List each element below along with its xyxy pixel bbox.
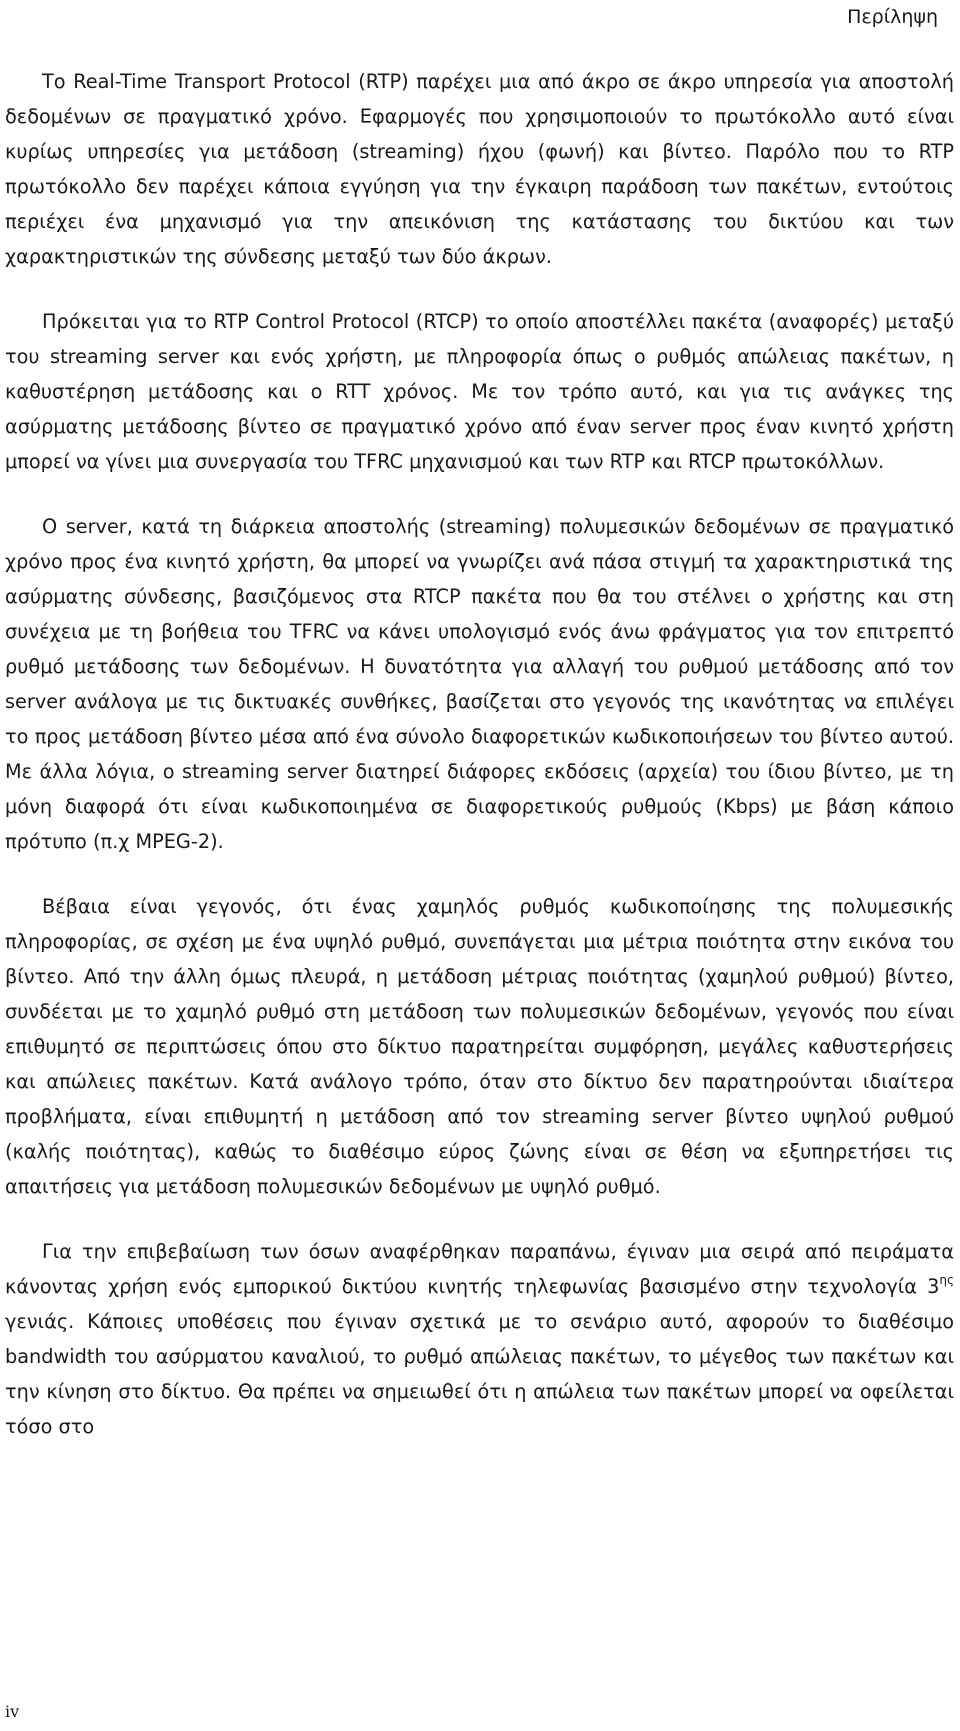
paragraph-experiments bbox=[5, 1234, 954, 1444]
paragraph-experiments-text-end: γενιάς. Κάποιες υποθέσεις που έγιναν σχετικά με το σενάριο αυτό, αφορούν το διαθέσιμο bandwidth του ασύρματου καναλιού, το ρυθμό απώλειας πακέτων, το μέγεθος των πακέτων και την κίνηση στο δίκτυο. Θα πρέπει να σημειωθεί ότι η απώλεια των πακέτων μπορεί να οφείλεται τόσο στο bbox=[5, 1310, 954, 1438]
paragraph-rtp-intro: Το Real-Time Transport Protocol (RTP) παρέχει μια από άκρο σε άκρο υπηρεσία για αποστολή δεδομένων σε πραγματικό χρόνο. Εφαρμογές που χρησιμοποιούν το πρωτόκολλο αυτό είναι κυρίως υπηρεσίες για μετάδοση (streaming) ήχου (φωνή) και βίντεο. Παρόλο που το RTP πρωτόκολλο δεν παρέχει κάποια εγγύηση για την έγκαιρη παράδοση των πακέτων, εντούτοις περιέχει ένα μηχανισμό για την απεικόνιση της κατάστασης του δικτύου και των χαρακτηριστικών της σύνδεσης μεταξύ των δύο άκρων. bbox=[5, 70, 954, 268]
ordinal-superscript: ης bbox=[939, 1273, 954, 1287]
paragraph-server-streaming: Ο server, κατά τη διάρκεια αποστολής (streaming) πολυμεσικών δεδομένων σε πραγματικό χρόνο προς ένα κινητό χρήστη, θα μπορεί να γνωρίζει ανά πάσα στιγμή τα χαρακτηριστικά της ασύρματης σύνδεσης, βασιζόμενος στα RTCP πακέτα που θα του στέλνει ο χρήστης και στη συνέχεια με τη βοήθεια του TFRC να κάνει υπολογισμό ενός άνω φράγματος για τον επιτρεπτό ρυθμό μετάδοσης των δεδομένων. Η δυνατότητα για αλλαγή του ρυθμού μετάδοσης από τον server ανάλογα με τις δικτυακές συνθήκες, βασίζεται στο γεγονός της ικανότητας να επιλέγει το προς μετάδοση βίντεο μέσα από ένα σύνολο διαφορετικών κωδικοποιήσεων του βίντεο αυτού. Με άλλα λόγια, ο streaming server διατηρεί διάφορες εκδόσεις (αρχεία) του ίδιου βίντεο, με τη μόνη διαφορά ότι είναι κωδικοποιημένα σε διαφορετικούς ρυθμούς (Kbps) με βάση κάποιο πρότυπο (π.χ MPEG-2). bbox=[5, 515, 954, 853]
paragraph-rtcp: Πρόκειται για το RTP Control Protocol (RTCP) το οποίο αποστέλλει πακέτα (αναφορές) μεταξύ του streaming server και ενός χρήστη, με πληροφορία όπως ο ρυθμός απώλειας πακέτων, η καθυστέρηση μετάδοσης και ο RTT χρόνος. Με τον τρόπο αυτό, και για τις ανάγκες της ασύρματης μετάδοσης βίντεο σε πραγματικό χρόνο από έναν server προς έναν κινητό χρήστη μπορεί να γίνει μια συνεργασία του TFRC μηχανισμού και των RTP και RTCP πρωτοκόλλων. bbox=[5, 310, 954, 473]
page-number: iv bbox=[5, 1702, 20, 1721]
document-body bbox=[5, 64, 954, 1474]
paragraph-experiments-text-start: Για την επιβεβαίωση των όσων αναφέρθηκαν παραπάνω, έγιναν μια σειρά από πειράματα κάνοντας χρήση ενός εμπορικού δικτύου κινητής τηλεφωνίας βασισμένο στην τεχνολογία 3 bbox=[5, 1240, 954, 1298]
page-header-title: Περίληψη bbox=[847, 6, 938, 28]
paragraph-encoding-quality: Βέβαια είναι γεγονός, ότι ένας χαμηλός ρυθμός κωδικοποίησης της πολυμεσικής πληροφορίας, σε σχέση με ένα υψηλό ρυθμό, συνεπάγεται μια μέτρια ποιότητα στην εικόνα του βίντεο. Από την άλλη όμως πλευρά, η μετάδοση μέτριας ποιότητας (χαμηλού ρυθμού) βίντεο, συνδέεται με το χαμηλό ρυθμό στη μετάδοση των πολυμεσικών δεδομένων, γεγονός που είναι επιθυμητό σε περιπτώσεις όπου στο δίκτυο παρατηρείται συμφόρηση, μεγάλες καθυστερήσεις και απώλειες πακέτων. Κατά ανάλογο τρόπο, όταν στο δίκτυο δεν παρατηρούνται ιδιαίτερα προβλήματα, είναι επιθυμητή η μετάδοση από τον streaming server βίντεο υψηλού ρυθμού (καλής ποιότητας), καθώς το διαθέσιμο εύρος ζώνης είναι σε θέση να εξυπηρετήσει τις απαιτήσεις για μετάδοση πολυμεσικών δεδομένων με υψηλό ρυθμό. bbox=[5, 895, 954, 1198]
